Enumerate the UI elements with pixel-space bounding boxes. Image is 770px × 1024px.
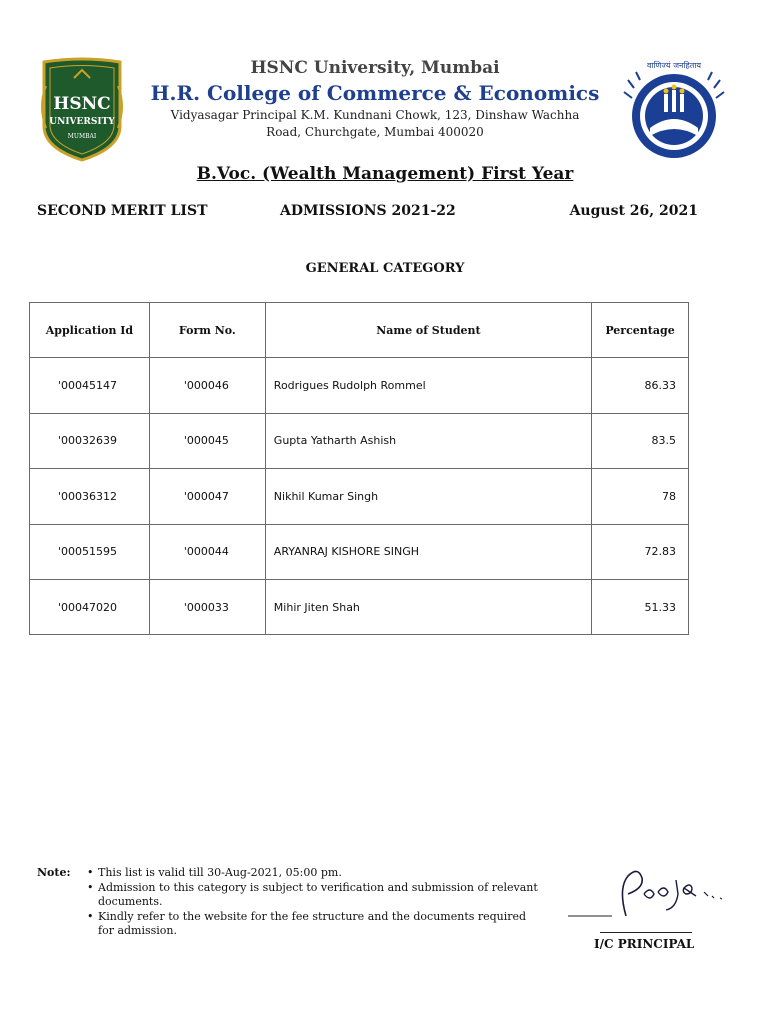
category-title: GENERAL CATEGORY — [305, 261, 465, 276]
table-row — [30, 358, 689, 413]
admissions-year: ADMISSIONS 2021-22 — [280, 203, 456, 219]
table-row — [30, 579, 689, 634]
address-line-1: Vidyasagar Principal K.M. Kundnani Chowk, 123, Dinshaw Wachha — [170, 108, 580, 122]
cell-percentage: 72.83 — [592, 524, 689, 579]
cell-form-no: '000047 — [149, 469, 265, 524]
cell-form-no: '000046 — [149, 358, 265, 413]
note-item: • Admission to this category is subject to verification and submission of relevant documents. — [87, 881, 542, 910]
merit-list-title: SECOND MERIT LIST — [37, 203, 208, 219]
cell-percentage: 86.33 — [592, 358, 689, 413]
table-row — [30, 469, 689, 524]
emblem-motto: वाणिज्यं जनहिताय — [646, 61, 702, 70]
cell-application-id: '00047020 — [30, 579, 150, 634]
table-header-row — [30, 303, 689, 358]
table-row — [30, 524, 689, 579]
merit-table — [29, 302, 689, 635]
cell-student-name: Gupta Yatharth Ashish — [265, 413, 591, 468]
table-row — [30, 413, 689, 468]
note-item: • Kindly refer to the website for the fee structure and the documents required for admission. — [87, 910, 542, 939]
university-name: HSNC University, Mumbai — [250, 58, 500, 78]
hsnc-university-logo — [36, 56, 128, 162]
college-name: H.R. College of Commerce & Economics — [150, 81, 600, 105]
header-percentage: Percentage — [592, 303, 689, 358]
note-list — [87, 866, 542, 939]
cell-application-id: '00051595 — [30, 524, 150, 579]
cell-form-no: '000033 — [149, 579, 265, 634]
cell-form-no: '000044 — [149, 524, 265, 579]
cell-application-id: '00036312 — [30, 469, 150, 524]
cell-student-name: ARYANRAJ KISHORE SINGH — [265, 524, 591, 579]
header-student-name: Name of Student — [265, 303, 591, 358]
note-label: Note: — [37, 866, 71, 879]
note-item: • This list is valid till 30-Aug-2021, 05:00 pm. — [87, 866, 542, 881]
principal-designation: I/C PRINCIPAL — [594, 937, 695, 951]
cell-student-name: Mihir Jiten Shah — [265, 579, 591, 634]
course-title: B.Voc. (Wealth Management) First Year — [196, 164, 574, 184]
address-line-2: Road, Churchgate, Mumbai 400020 — [266, 125, 484, 139]
college-emblem-logo — [620, 58, 728, 162]
signature-line — [600, 932, 692, 933]
cell-form-no: '000045 — [149, 413, 265, 468]
cell-application-id: '00032639 — [30, 413, 150, 468]
header-application-id: Application Id — [30, 303, 150, 358]
logo-left-line2: UNIVERSITY — [49, 117, 115, 127]
logo-left-line3: MUMBAI — [67, 133, 97, 140]
header-form-no: Form No. — [149, 303, 265, 358]
logo-left-line1: HSNC — [53, 94, 111, 114]
cell-student-name: Nikhil Kumar Singh — [265, 469, 591, 524]
cell-application-id: '00045147 — [30, 358, 150, 413]
cell-percentage: 83.5 — [592, 413, 689, 468]
list-date: August 26, 2021 — [569, 203, 698, 219]
cell-percentage: 78 — [592, 469, 689, 524]
cell-student-name: Rodrigues Rudolph Rommel — [265, 358, 591, 413]
cell-percentage: 51.33 — [592, 579, 689, 634]
principal-signature — [566, 858, 736, 936]
